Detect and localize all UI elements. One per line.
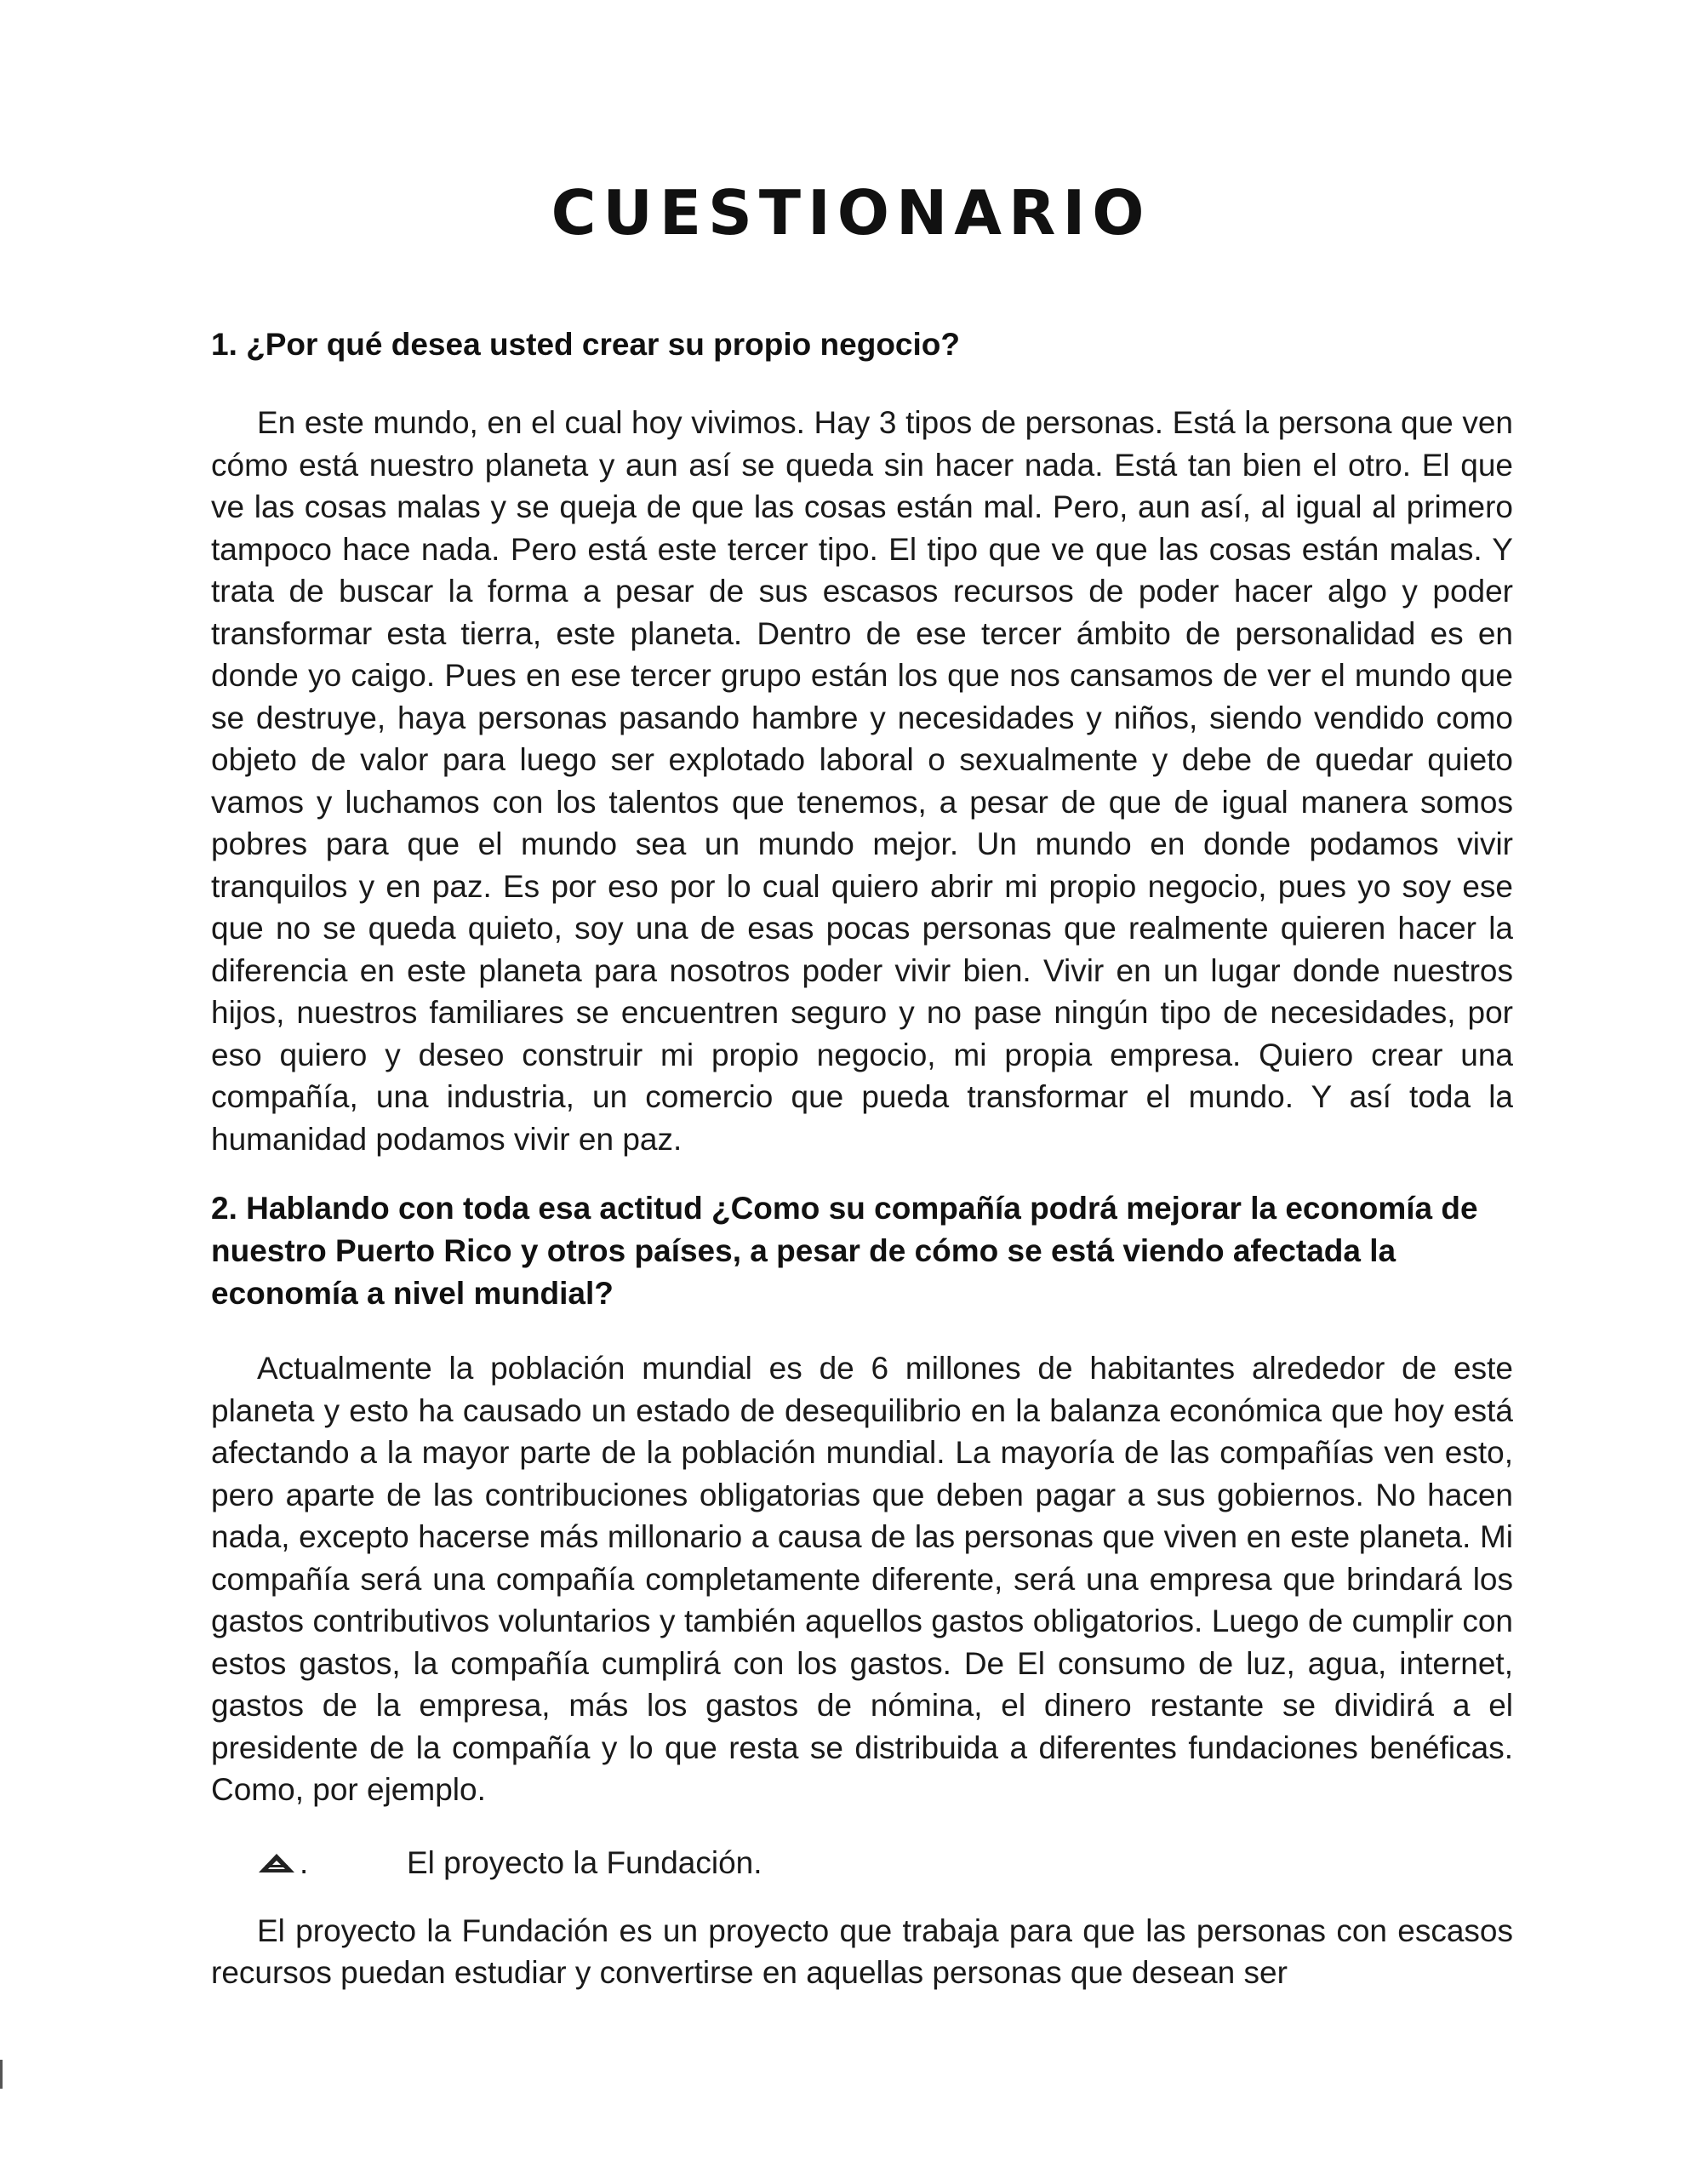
list-marker-dot: . [300, 1844, 309, 1880]
answer-2-paragraph: Actualmente la población mundial es de 6 millones de habitantes alrededor de este planeta y esto ha causado un estado de desequilibrio en la balanza económica que hoy está afectando a la mayor parte de la población mundial. La mayoría de las compañías ven esto, pero aparte de las contribuciones obligatorias que deben pagar a sus gobiernos. No hacen nada, excepto hacerse más millonario a causa de las personas que viven en este planeta. Mi compañía será una compañía completamente diferente, será una empresa que brindará los gastos contributivos voluntarios y también aquellos gastos obligatorios. Luego de cumplir con estos gastos, la compañía cumplirá con los gastos. De El consumo de luz, agua, internet, gastos de la empresa, más los gastos de nómina, el dinero restante se dividirá a el presidente de la compañía y lo que resta se distribuida a diferentes fundaciones benéficas. Como, por ejemplo. [211, 1351, 1513, 1807]
triangle-a-icon [257, 1852, 296, 1874]
scan-edge-mark [0, 2060, 3, 2089]
list-item [257, 1842, 1513, 1884]
answer-1-paragraph: En este mundo, en el cual hoy vivimos. Hay 3 tipos de personas. Está la persona que ven cómo está nuestro planeta y aun así se queda sin hacer nada. Está tan bien el otro. El que ve las cosas malas y se queja de que las cosas están mal. Pero, aun así, al igual al primero tampoco hace nada. Pero está este tercer tipo. El tipo que ve que las cosas están malas. Y trata de buscar la forma a pesar de sus escasos recursos de poder hacer algo y poder transformar esta tierra, este planeta. Dentro de ese tercer ámbito de personalidad es en donde yo caigo. Pues en ese tercer grupo están los que nos cansamos de ver el mundo que se destruye, haya personas pasando hambre y necesidades y niños, siendo vendido como objeto de valor para luego ser explotado laboral o sexualmente y debe de quedar quieto vamos y luchamos con los talentos que tenemos, a pesar de que de igual manera somos pobres para que el mundo sea un mundo mejor. Un mundo en donde podamos vivir tranquilos y en paz. Es por eso por lo cual quiero abrir mi propio negocio, pues yo soy ese que no se queda quieto, soy una de esas pocas personas que realmente quieren hacer la diferencia en este planeta para nosotros poder vivir bien. Vivir en un lugar donde nuestros hijos, nuestros familiares se encuentren seguro y no pase ningún tipo de necesidades, por eso quiero y deseo construir mi propio negocio, mi propia empresa. Quiero crear una compañía, una industria, un comercio que pueda transformar el mundo. Y así toda la humanidad podamos vivir en paz. [211, 405, 1513, 1157]
page-title: CUESTIONARIO [551, 177, 1151, 249]
list-marker [257, 1842, 407, 1884]
document-body [211, 323, 1513, 2020]
question-2: 2. Hablando con toda esa actitud ¿Como su compañía podrá mejorar la economía de nuestro Puerto Rico y otros países, a pesar de cómo se está viendo afectada la economía a nivel mundial? [211, 1191, 1478, 1311]
closing-paragraph: El proyecto la Fundación es un proyecto que trabaja para que las personas con escasos recursos puedan estudiar y convertirse en aquellas personas que desean ser [211, 1912, 1513, 1990]
list-item-text: El proyecto la Fundación. [407, 1844, 762, 1880]
question-1: 1. ¿Por qué desea usted crear su propio negocio? [211, 327, 960, 362]
